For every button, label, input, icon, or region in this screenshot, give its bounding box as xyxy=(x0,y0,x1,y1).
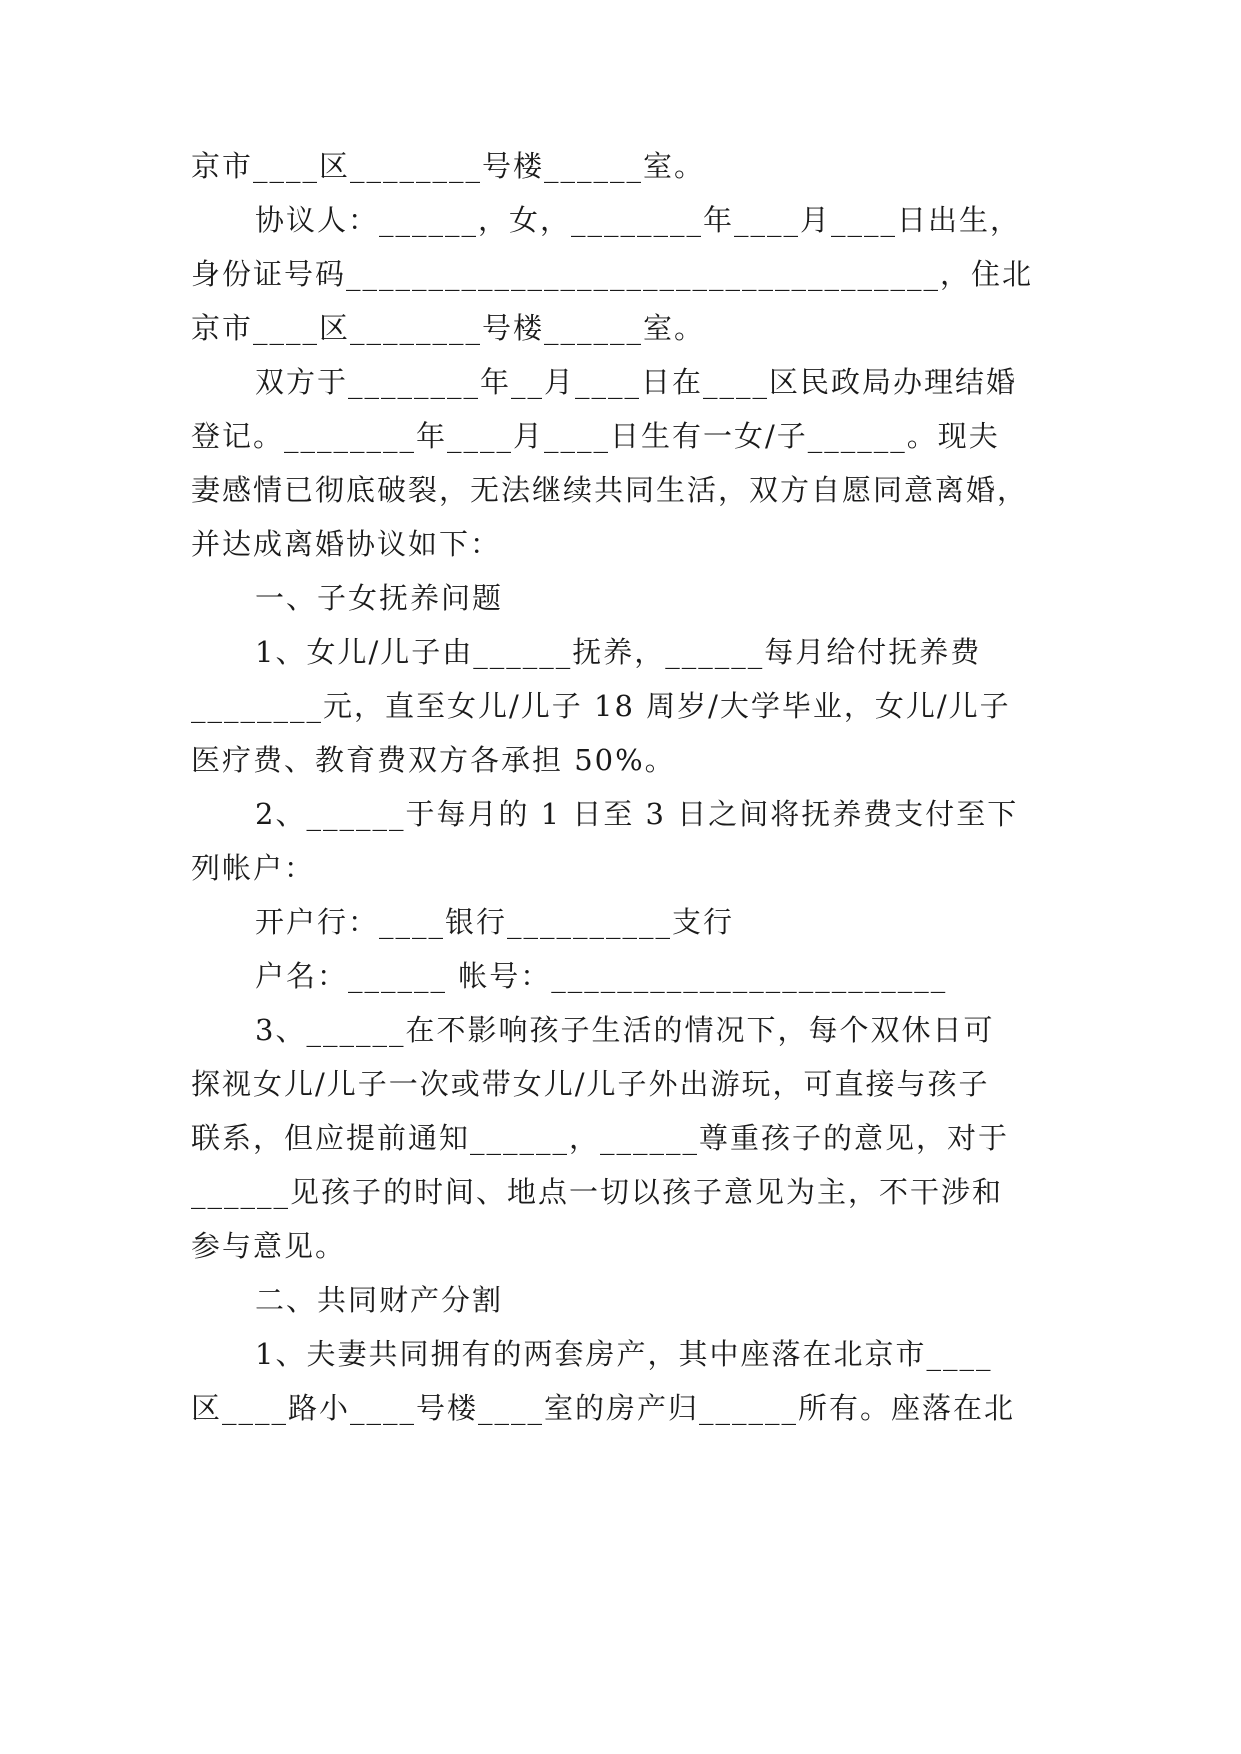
section-heading: 一、子女抚养问题 xyxy=(255,581,504,615)
text-line: 协议人：______，女，________年____月____日出生， xyxy=(255,203,1022,237)
text-line: 户名：______ 帐号：________________________ xyxy=(255,959,948,993)
text-line: 参与意见。 xyxy=(191,1229,347,1263)
text-line: 妻感情已彻底破裂，无法继续共同生活，双方自愿同意离婚， xyxy=(191,473,1029,507)
text-line: 区____路小____号楼____室的房产归______所有。座落在北 xyxy=(191,1391,1016,1425)
text-line: 京市____区________号楼______室。 xyxy=(191,311,706,345)
section-heading: 二、共同财产分割 xyxy=(255,1283,504,1317)
text-line: ________元，直至女儿/儿子 18 周岁/大学毕业，女儿/儿子 xyxy=(191,689,1011,723)
text-line: 身份证号码____________________________________，住北 xyxy=(191,257,1034,291)
text-line: 探视女儿/儿子一次或带女儿/儿子外出游玩，可直接与孩子 xyxy=(191,1067,990,1101)
text-line: 双方于________年__月____日在____区民政局办理结婚 xyxy=(255,365,1018,399)
text-line: 京市____区________号楼______室。 xyxy=(191,149,706,183)
text-line: 1、夫妻共同拥有的两套房产，其中座落在北京市____ xyxy=(255,1337,993,1371)
text-line: 联系，但应提前通知______，______尊重孩子的意见，对于 xyxy=(191,1121,1010,1155)
text-line: 1、女儿/儿子由______抚养，______每月给付抚养费 xyxy=(255,635,982,669)
text-line: 登记。________年____月____日生有一女/子______。现夫 xyxy=(191,419,1000,453)
text-line: 列帐户： xyxy=(191,851,316,885)
text-line: 并达成离婚协议如下： xyxy=(191,527,502,561)
text-line: 2、______于每月的 1 日至 3 日之间将抚养费支付至下 xyxy=(255,797,1019,831)
text-line: 开户行：____银行__________支行 xyxy=(255,905,735,939)
text-line: 3、______在不影响孩子生活的情况下，每个双休日可 xyxy=(255,1013,995,1047)
text-line: 医疗费、教育费双方各承担 50%。 xyxy=(191,743,676,777)
text-line: ______见孩子的时间、地点一切以孩子意见为主，不干涉和 xyxy=(191,1175,1004,1209)
